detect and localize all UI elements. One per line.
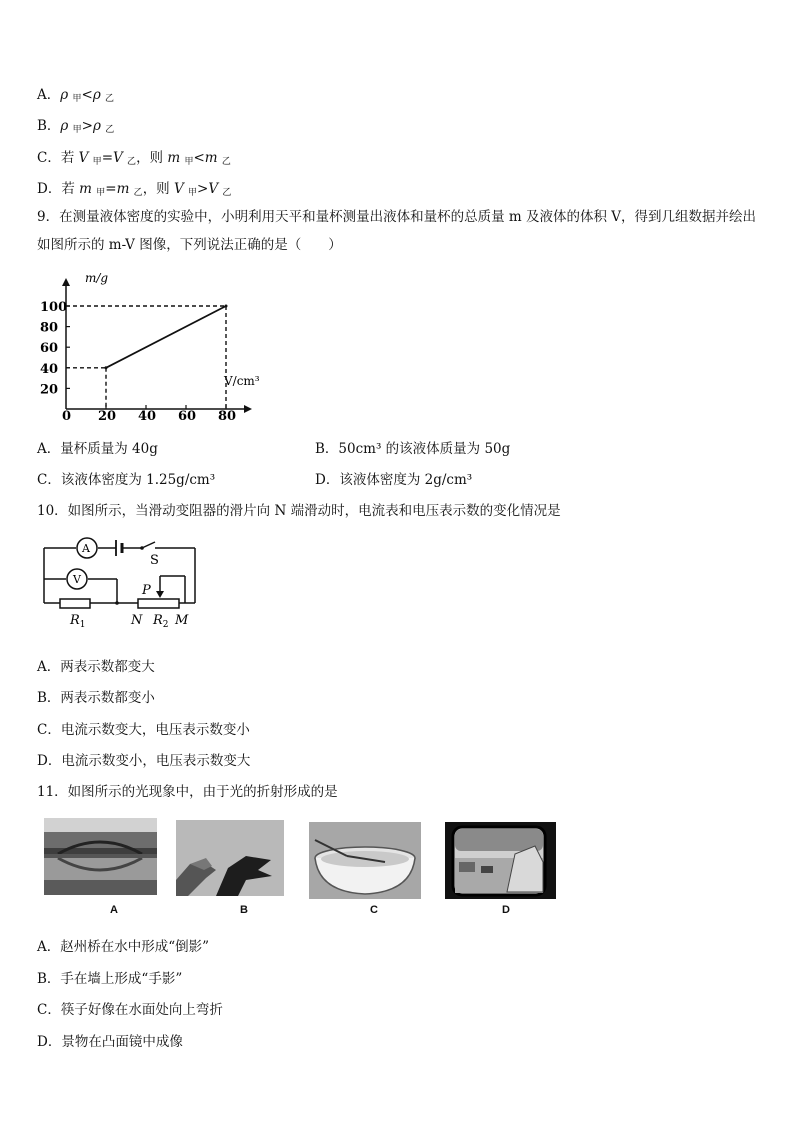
mv-data-point (225, 305, 228, 308)
q11-option-d: D．景物在凸面镜中成像 (37, 1034, 183, 1050)
x-tick-label: 80 (218, 409, 237, 423)
q8-option-d: D．若 m $_甲$=m $_乙$，则 V $_甲$>V $_乙$ (37, 181, 232, 198)
q8-option-a: A．ρ $_甲$<ρ $_乙$ (37, 87, 115, 104)
y-tick-label: 60 (40, 341, 59, 357)
ammeter-label: A (82, 542, 90, 555)
q10-option-c: C．电流示数变大，电压表示数变小 (37, 722, 250, 738)
photo-caption-a: A (110, 904, 118, 916)
mv-data-point (105, 366, 108, 369)
q11-stem: 11．如图所示的光现象中，由于光的折射形成的是 (37, 784, 338, 800)
q11-option-b: B．手在墙上形成“手影” (37, 971, 183, 987)
r1-label: $R_1$ (70, 613, 86, 630)
m-label: M (175, 613, 189, 628)
photo-hand-shadow (176, 820, 284, 896)
q8-option-c: C．若 V $_甲$=V $_乙$，则 m $_甲$<m $_乙$ (37, 150, 231, 167)
q10-circuit-diagram (30, 530, 210, 635)
q9-stem: 9．在测量液体密度的实验中，小明利用天平和量杯测量出液体和量杯的总质量 m 及液体的体积 V，得到几组数据并绘出如图所示的 m-V 图像，下列说法正确的是（ ） (37, 209, 757, 253)
origin-label: 0 (62, 409, 72, 423)
q10-option-a: A．两表示数都变大 (37, 659, 155, 675)
photo-caption-c: C (370, 904, 378, 916)
q9-option-c: C．该液体密度为 1.25g/cm³ (37, 472, 216, 488)
photo-caption-b: B (240, 904, 248, 916)
q9-option-b: B．50cm³ 的该液体质量为 50g (315, 441, 511, 457)
q9-option-d: D．该液体密度为 2g/cm³ (315, 472, 473, 488)
y-axis-label: m/g (85, 271, 109, 285)
voltmeter-label: V (73, 573, 81, 586)
y-tick-label: 80 (40, 320, 59, 336)
mv-data-line (106, 306, 226, 368)
y-tick-label: 20 (40, 382, 59, 398)
x-axis-label: V/cm³ (224, 374, 260, 388)
q8-option-b: B．ρ $_甲$>ρ $_乙$ (37, 118, 115, 135)
x-tick-label: 40 (138, 409, 157, 423)
y-tick-label: 100 (40, 300, 68, 315)
photo-caption-d: D (502, 904, 510, 916)
x-tick-label: 60 (178, 409, 197, 423)
y-tick-label: 40 (40, 361, 59, 377)
x-tick-label: 20 (98, 409, 117, 423)
photo-bridge-reflection (44, 818, 157, 895)
slider-label: P (142, 583, 151, 598)
photo-convex-mirror (445, 822, 556, 899)
q11-option-a: A．赵州桥在水中形成“倒影” (37, 939, 210, 955)
switch-label: S (150, 553, 159, 568)
q11-option-c: C．筷子好像在水面处向上弯折 (37, 1002, 223, 1018)
r2-label: $R_2$ (153, 613, 169, 630)
n-label: N (131, 613, 143, 628)
q10-stem: 10．如图所示，当滑动变阻器的滑片向 N 端滑动时，电流表和电压表示数的变化情况是 (37, 503, 561, 519)
q9-mv-graph (38, 268, 268, 423)
photo-chopsticks-in-bowl (309, 822, 421, 899)
q9-option-a: A．量杯质量为 40g (37, 441, 158, 457)
q10-option-d: D．电流示数变小，电压表示数变大 (37, 753, 251, 769)
q10-option-b: B．两表示数都变小 (37, 690, 155, 706)
